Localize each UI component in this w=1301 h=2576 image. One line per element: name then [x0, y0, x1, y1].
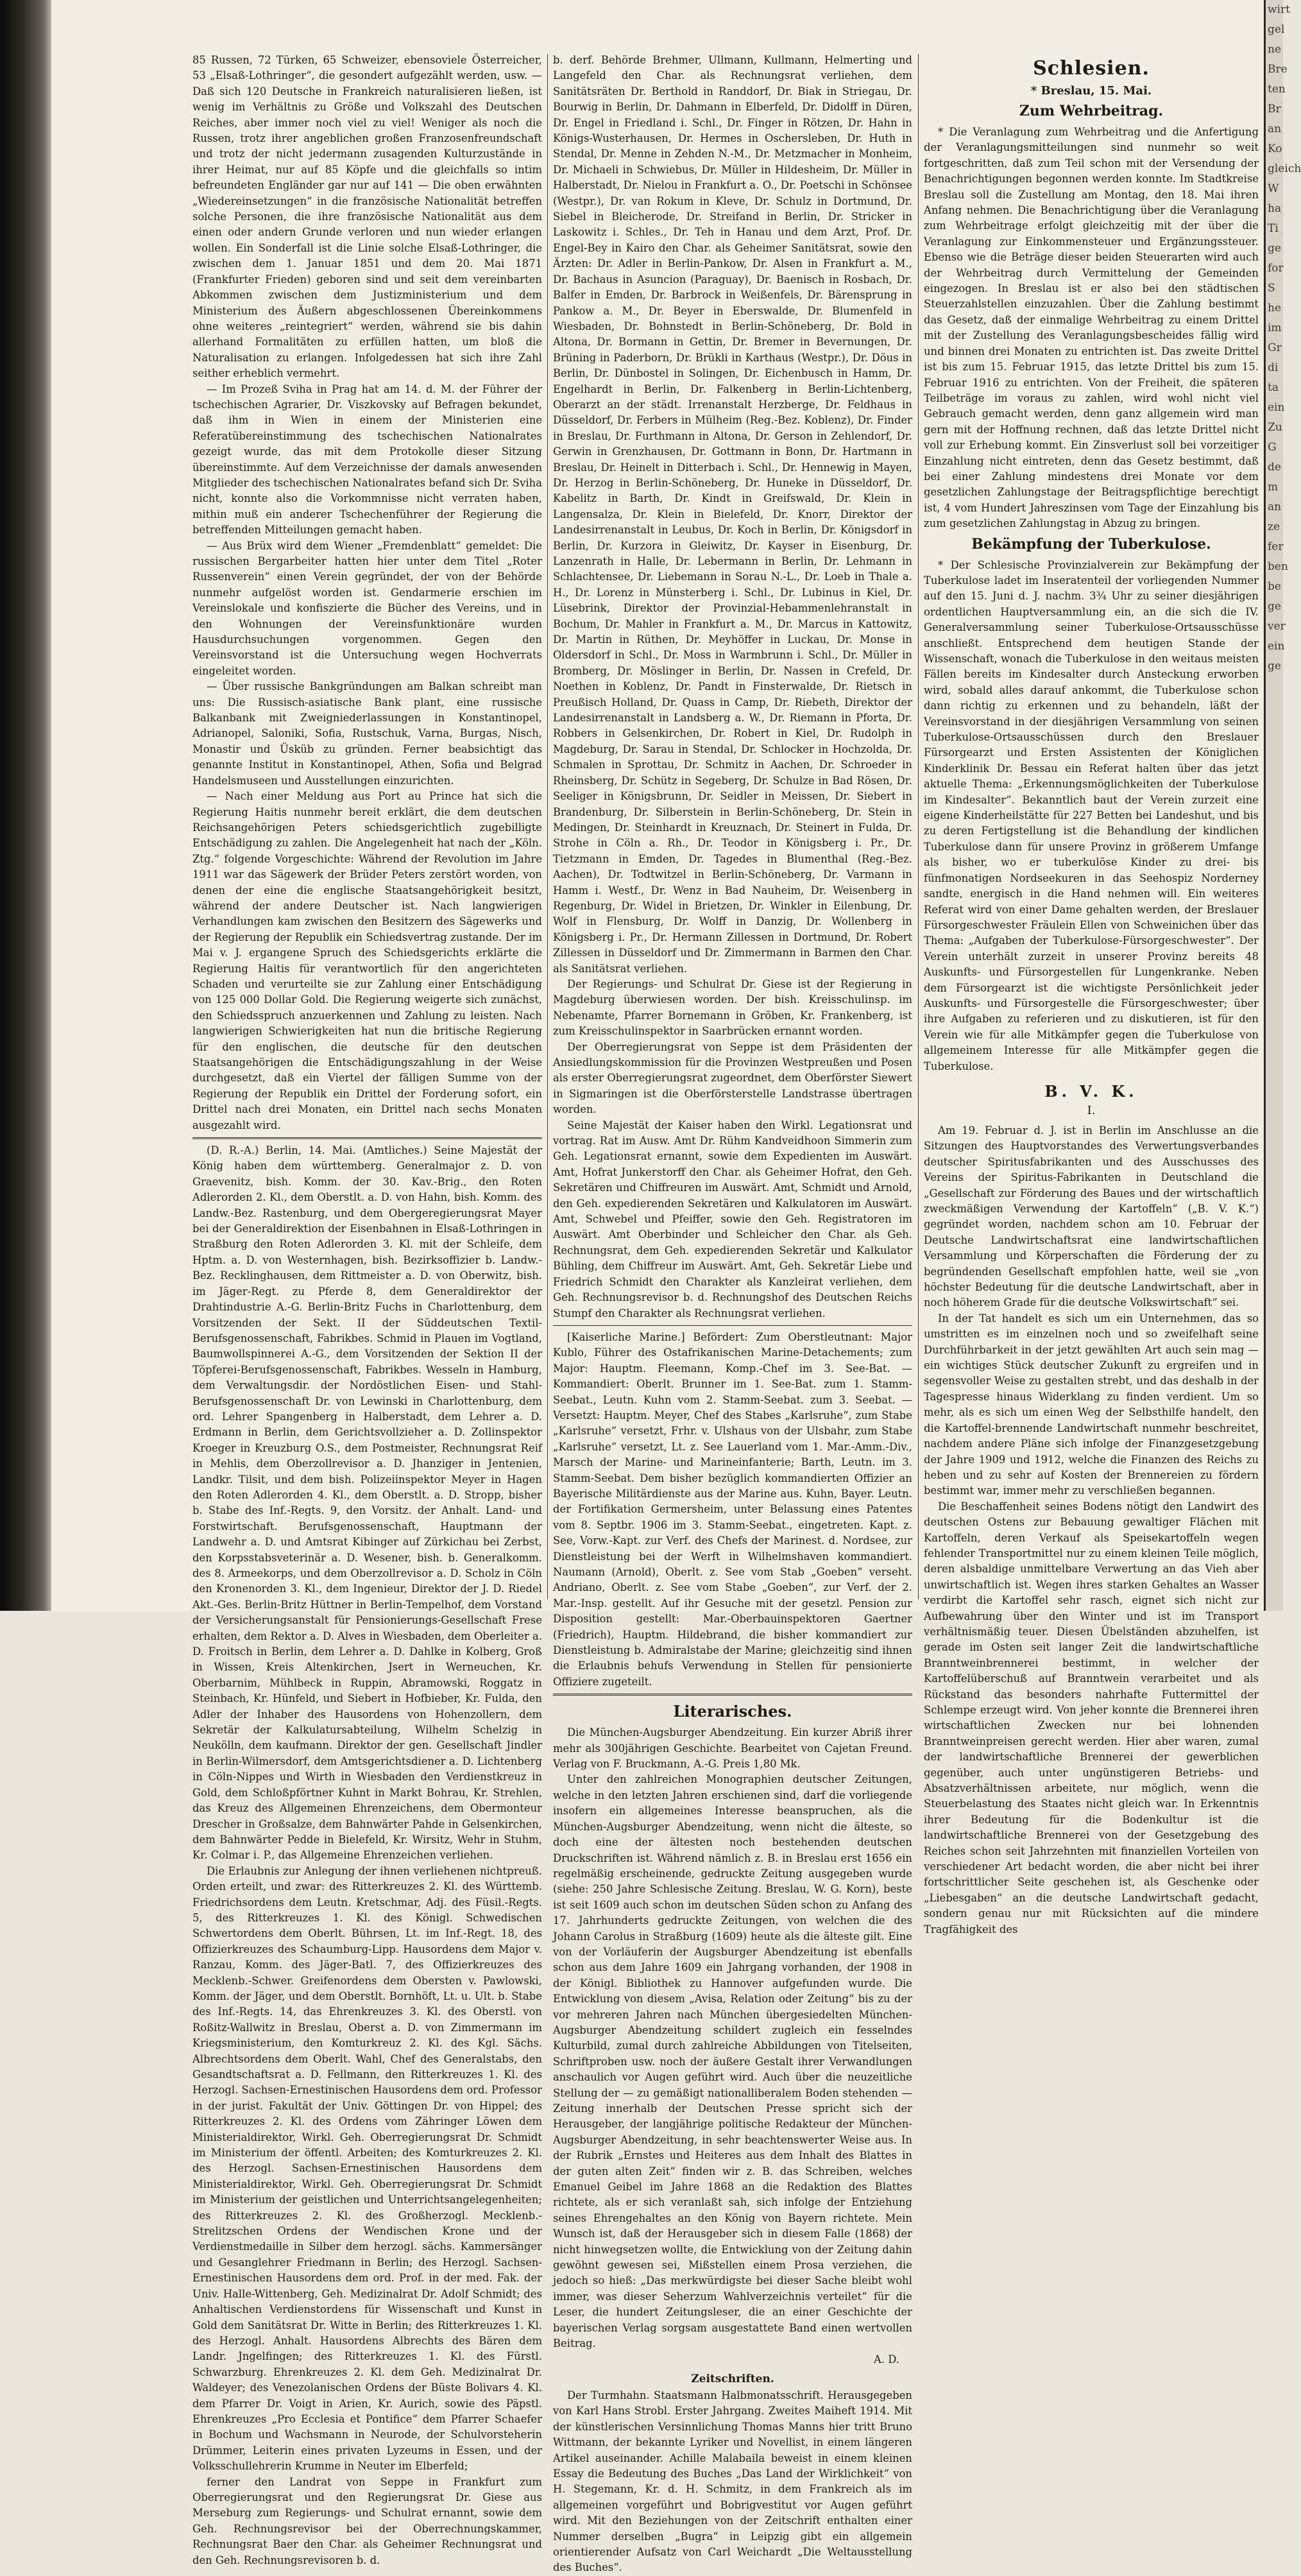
- margin-fragment: be: [1268, 580, 1281, 593]
- article-paragraph: — Im Prozeß Sviha in Prag hat am 14. d. M. der Führer der tschechischen Agrarier, Dr. Viszkovsky auf Befragen bekundet, daß ihm in Wien in einem der Ministerien eine Referatübereinstimmung des tschechischen Nationalrates gezeigt wurde, das mit dem Protokolle dieser Sitzung übereinstimmte. Auf dem Verzeichnisse der damals anwesenden Mitglieder des tschechischen Nationalrates befand sich Dr. Sviha nicht, konnte also die Vorkommnisse nicht verraten haben, mithin muß ein anderer Tschechenführer der Regierung die betreffenden Mitteilungen gemacht haben.: [192, 382, 542, 537]
- official-announcement: Die Erlaubnis zur Anlegung der ihnen verliehenen nichtpreuß. Orden erteilt, und zwar: des Ritterkreuzes 2. Kl. des Württemb. Friedrichsordens dem Leutn. Kretschmar, Adj. des Füsil.-Regts. 5, des Ritterkreuzes 1. Kl. des Königl. Schwedischen Schwertordens dem Oberlt. Bührsen, Lt. im Inf.-Regt. 18, des Offizierkreuzes des Schaumburg-Lipp. Hausordens dem Major v. Ranzau, Komm. des Jäger-Batl. 7, des Offizierkreuzes des Mecklenb.-Schwer. Greifenordens dem Obersten v. Pawlowski, Komm. der Jäger, und dem Oberstlt. Bornhöft, Lt. u. Ult. b. Stabe des Inf.-Regts. 14, das Ehrenkreuzes 3. Kl. des Oberstl. von Roßitz-Wallwitz in Breslau, Oberst a. D. von Zimmermann im Kriegsministerium, den Komturkreuz 2. Kl. des Kgl. Sächs. Albrechtsordens dem Oberlt. Wahl, Chef des Generalstabs, den Gesandtschaftsrat a. D. Fellmann, den Ritterkreuzes 1. Kl. des Herzogl. Sachsen-Ernestinischen Hausordens dem ord. Professor in der jurist. Fakultät der Univ. Göttingen Dr. von Hippel; des Ritterkreuzes 2. Kl. des Ordens vom Zähringer Löwen dem Ministerialdirektor, Wirkl. Geh. Oberregierungsrat Dr. Schmidt im Ministerium der öffentl. Arbeiten; des Komturkreuzes 2. Kl. des Herzogl. Sachsen-Ernestinischen Hausordens dem Ministerialdirektor, Wirkl. Geh. Oberregierungsrat Dr. Schmidt im Ministerium der geistlichen und Unterrichtsangelegenheiten; des Ritterkreuzes 2. Kl. des Großherzogl. Mecklenb.-Strelitzschen Ordens der Wendischen Krone und der Verdienstmedaille in Silber dem herzogl. sächs. Kammersänger und Gesanglehrer Friedmann in Berlin; des Herzogl. Sachsen-Ernestinischen Hausordens dem ord. Prof. in der med. Fak. der Univ. Halle-Wittenberg, Geh. Medizinalrat Dr. Adolf Schmidt; des Anhaltischen Verdienstordens für Wissenschaft und Kunst in Gold dem Sanitätsrat Dr. Witte in Berlin; des Ritterkreuzes 1. Kl. des Herzogl. Anhalt. Hausordens Albrechts des Bären dem Landr. Jngelfingen; des Ritterkreuzes 1. Kl. des Fürstl. Schwarzburg. Ehrenkreuzes 2. Kl. dem Geh. Medizinalrat Dr. Waldeyer; des Venezolanischen Ordens der Büste Bolivars 4. Kl. dem Pfarrer Dr. Voigt in Arien, Kr. Aurich, sowie des Päpstl. Ehrenkreuzes „Pro Ecclesia et Pontifice“ dem Pfarrer Schaefer in Bochum und Wachsmann in Neurode, der Schulvorsteherin Drümmer, Leiterin eines privaten Lyzeums in Essen, und der Volksschullehrerin Krumme in Neuter im Elberfeld;: [192, 1864, 542, 2473]
- margin-fragment: for: [1268, 262, 1284, 275]
- margin-fragment: Bre: [1268, 63, 1288, 76]
- margin-fragment: Br: [1268, 103, 1281, 116]
- margin-fragment: W: [1268, 182, 1279, 195]
- article-paragraph: Der Oberregierungsrat von Seppe ist dem Präsidenten der Ansiedlungskommission für die Provinzen Westpreußen und Posen als erster Oberregierungsrat zugeordnet, dem Oberförster Siewert in Sigmaringen ist die Oberförsterstelle Landstrasse übertragen worden.: [553, 1040, 912, 1116]
- column-3: [924, 53, 1259, 1936]
- periodicals-heading: Zeitschriften.: [691, 2372, 774, 2385]
- margin-fragment: gel: [1268, 23, 1285, 36]
- section-divider: [192, 1137, 542, 1139]
- margin-fragment: ein: [1268, 401, 1285, 414]
- margin-fragment: ge: [1268, 600, 1281, 613]
- column-rule: [547, 54, 548, 1599]
- margin-fragment: Ko: [1268, 142, 1282, 155]
- article-paragraph: * Der Schlesische Provinzialverein zur Bekämpfung der Tuberkulose ladet im Inseratenteil der vorliegenden Nummer auf den 15. Juni d. J. nachm. 3¾ Uhr zu seiner diesjährigen ordentlichen Hauptversammlung ein, an die sich die IV. Generalversammlung seiner Tuberkulose-Ortsausschüsse anschließt. Entsprechend dem heutigen Stande der Wissenschaft, wonach die Tuberkulose in den weitaus meisten Fällen bereits im Kindesalter durch Ansteckung erworben wird, sobald alles darauf ankommt, die Tuberkulose schon dann richtig zu erkennen und zu behandeln, läßt der Vereinsvorstand in der diesjährigen Versammlung von seinen Tuberkulose-Ortsausschüssen durch den Breslauer Fürsorgearzt und Ersten Assistenten der Königlichen Kinderklinik Dr. Bessau ein Referat halten über das jetzt aktuelle Thema: „Erkennungsmöglichkeiten der Tuberkulose im Kindesalter“. Bekanntlich baut der Verein zurzeit eine eigene Kinderheilstätte für 227 Betten bei Landeshut, und bis zu deren Fertigstellung ist die Behandlung der kindlichen Tuberkulose dann für unsere Provinz in größerem Umfange als bisher, wo er tuberkulöse Kinder zu drei- bis fünfmonatigen Nordseekuren in das Seehospiz Norderney sandte, energisch in die Hand nehmen will. Ein weiteres Referat wird von einer Dame gehalten werden, der Breslauer Fürsorgeschwester Fräulein Ellen von Schweinichen über das Thema: „Aufgaben der Tuberkulose-Fürsorgeschwester“. Der Verein unterhält zurzeit in unserer Provinz bereits 48 Auskunfts- und Fürsorgestellen für Lungenkranke. Neben dem Fürsorgearzt ist die wichtigste Persönlichkeit jeder Auskunfts- und Fürsorgestelle die Fürsorgeschwester; über ihre Aufgaben zu referieren und zu diskutieren, ist für den Verein wie für alle Mitkämpfer gegen die Tuberkulose von allgemeinem Interesse für alle Mitkämpfer gegen die Tuberkulose.: [924, 558, 1259, 1072]
- column-rule: [918, 54, 919, 1599]
- margin-fragment: Ti: [1268, 222, 1279, 235]
- author-signature: A. D.: [873, 2353, 899, 2366]
- part-number: I.: [1087, 1103, 1096, 1117]
- margin-fragment: di: [1268, 361, 1279, 374]
- book-review-title: Die München-Augsburger Abendzeitung. Ein kurzer Abriß ihrer mehr als 300jährigen Geschichte. Bearbeitet von Cajetan Freund. Verlag von F. Bruckmann, A.-G. Preis 1,80 Mk.: [553, 1726, 912, 1771]
- margin-fragment: ver: [1268, 620, 1286, 633]
- section-title: Schlesien.: [1033, 57, 1150, 80]
- margin-fragment: gleich: [1268, 162, 1301, 175]
- article-paragraph: — Über russische Bankgründungen am Balkan schreibt man uns: Die Russisch-asiatische Bank plant, eine russische Balkanbank mit Zweigniederlassungen in Konstantinopel, Adrianopel, Saloniki, Sofia, Rustschuk, Varna, Burgas, Nisch, Monastir und Üsküb zu gründen. Ferner beabsichtigt das genannte Institut in Konstantinopel, Athen, Sofia und Belgrad Handelsmuseen und Ausstellungen einzurichten.: [192, 680, 542, 787]
- margin-fragment: fer: [1268, 540, 1284, 553]
- article-paragraph: Am 19. Februar d. J. ist in Berlin im Anschlusse an die Sitzungen des Hauptvorstandes des Verwertungsverbandes deutscher Spiritusfabrikanten und des Ausschusses des Vereins der Spiritus-Fabrikanten in Deutschland die „Gesellschaft zur Förderung des Baues und der wirtschaftlich zweckmäßigen Verwendung der Kartoffeln“ („B. V. K.“) gegründet worden, nachdem schon am 10. Februar der Deutsche Landwirtschaftsrat eine landwirtschaftlichen Versammlung und Körperschaften die Förderung der zu begründenden Gesellschaft empfohlen hatte, weil sie „von höchster Bedeutung für die deutsche Landwirtschaft, aber in noch höherem Grade für die deutsche Volkswirtschaft“ sei.: [924, 1124, 1259, 1309]
- margin-fragment: an: [1268, 501, 1282, 513]
- official-announcement: ferner den Landrat von Seppe in Frankfurt zum Oberregierungsrat und den Regierungsrat Dr. Giese aus Merseburg zum Regierungs- und Schulrat ernannt, sowie dem Geh. Rechnungsrevisor bei der Oberrechnungskammer, Rechnungsrat Baer den Char. als Geheimer Rechnungsrat und den Geh. Rechnungsrevisoren b. d.: [192, 2475, 542, 2566]
- margin-fragment: m: [1268, 481, 1279, 494]
- margin-fragment: ha: [1268, 202, 1282, 215]
- section-divider: [553, 1325, 912, 1326]
- article-paragraph: Der Regierungs- und Schulrat Dr. Giese ist der Regierung in Magdeburg überwiesen worden. Der bish. Kreisschulinsp. im Nebenamte, Pfarrer Bornemann in Gröben, Kr. Frankenberg, ist zum Kreisschulinspektor in Saarbrücken ernannt worden.: [553, 977, 912, 1038]
- margin-fragment: de: [1268, 461, 1281, 474]
- column-2: [553, 53, 912, 2574]
- margin-fragment: im: [1268, 322, 1282, 334]
- official-announcement: (D. R.-A.) Berlin, 14. Mai. (Amtliches.) Seine Majestät der König haben dem württemberg. Generalmajor z. D. von Graevenitz, bish. Komm. der 30. Kav.-Brig., den Roten Adlerorden 2. Kl., dem Oberstlt. a. D. von Hahn, bish. Komm. des Landw.-Bez. Rastenburg, und dem Obergeregierungsrat Mayer bei der Generaldirektion der Eisenbahnen in Elsaß-Lothringen in Straßburg den Roten Adlerorden 3. Kl. mit der Schleife, dem Hptm. a. D. von Westernhagen, bish. Bezirksoffizier b. Landw.-Bez. Recklinghausen, dem Rittmeister a. D. von Oberwitz, bish. im Jäger-Regt. zu Pferde 8, dem Generaldirektor der Drahtindustrie A.-G. Berlin-Britz Fuchs in Charlottenburg, dem Vorsitzenden der Sekt. II der Süddeutschen Textil-Berufsgenossenschaft, Fabrikbes. Schmid in Plauen im Vogtland, Baumwollspinnerei A.-G., dem Vorsitzenden der Sektion II der Töpferei-Berufsgenossenschaft, Fabrikbes. Wesseln in Hamburg, dem Verwaltungsdir. der Nordöstlichen Eisen- und Stahl-Berufsgenossenschaft Dr. von Lewinski in Charlottenburg, dem ord. Lehrer Spangenberg in Halberstadt, dem Lehrer a. D. Erdmann in Berlin, dem Gerichtsvollzieher a. D. Zollinspektor Kroeger in Kreuzburg O.S., dem Postmeister, Rechnungsrat Reif in Mehlis, dem Oberzollrevisor a. D. Jhanziger in Jentenien, Landkr. Tilsit, und dem bish. Polizeiinspektor Meyer in Hagen den Roten Adlerorden 4. Kl., dem Oberstlt. a. D. Stropp, bisher b. Stabe des Inf.-Regts. 9, den Vorsitz. der Anhalt. Land- und Forstwirtschaft. Berufsgenossenschaft, Hauptmann der Landwehr a. D. und Amtsrat Kibinger auf Zürkichau bei Zerbst, den Korpsstabsveterinär a. D. Wesener, bish. b. Generalkomm. des 8. Armeekorps, und dem Oberzollrevisor a. D. Scholz in Cöln den Kronenorden 3. Kl., dem Ingenieur, Direktor der J. D. Riedel Akt.-Ges. Berlin-Britz Hüttner in Berlin-Tempelhof, dem Vorstand der Versicherungsanstalt für Pensionierungs-Gesellschaft Frese erhalten, dem Rektor a. D. Alves in Wiesbaden, dem Oberleiter a. D. Froitsch in Berlin, dem Lehrer a. D. Dahlke in Kolberg, Groß in Wissen, Kreis Altenkirchen, Jsert in Werneuchen, Kr. Oberbarnim, Mühlbeck in Ruppin, Abramowski, Roggatz in Steinbach, Kr. Hünfeld, und Siebert in Hofbieber, Kr. Fulda, den Adler der Inhaber des Hausordens von Hohenzollern, dem Sekretär der Kalkulatursabteilung, Wilhelm Schelzig in Neukölln, dem kaufmann. Direktor der gen. Gesellschaft Jindler in Berlin-Wilmersdorf, dem Amtsgerichtsdiener a. D. Lichtenberg in Cöln-Nippes und Wirth in Wiesbaden den Verdienstkreuz in Gold, dem Schloßpförtner Kuhnt in Markt Bohrau, Kr. Strehlen, das Kreuz des Allgemeinen Ehrenzeichens, dem Obermonteur Drescher in Großsalze, dem Bahnwärter Pahde in Gelsenkirchen, dem Bahnwärter Pedde in Bielefeld, Kr. Wirsitz, Wehr in Stuhm, Kr. Colmar i. P., das Allgemeine Ehrenzeichen verliehen.: [192, 1144, 542, 1862]
- margin-fragment: ein: [1268, 640, 1285, 653]
- article-paragraph: Unter den zahlreichen Monographien deutscher Zeitungen, welche in den letzten Jahren erschienen sind, darf die vorliegende insofern ein allgemeines Interesse beanspruchen, als die München-Augsburger Abendzeitung, wenn nicht die älteste, so doch eine der ältesten noch bestehenden deutschen Druckschriften ist. Während nämlich z. B. in Breslau erst 1656 ein regelmäßig erscheinende, gedruckte Zeitung ausgegeben wurde (siehe: 250 Jahre Schlesische Zeitung. Breslau, W. G. Korn), beste ist seit 1609 auch schon im deutschen Süden schon zu Anfang des 17. Jahrhunderts gedruckte Zeitungen, von welchen die des Johann Carolus in Straßburg (1609) heute als die älteste gilt. Eine von der Vorläuferin der Augsburger Abendzeitung ist ebenfalls schon aus dem Jahre 1609 ein Jahrgang vorhanden, der 1908 in der Königl. Bibliothek zu Hannover aufgefunden wurde. Die Entwicklung von diesem „Avisa, Relation oder Zeitung“ bis zu der vor mehreren Jahren nach München übergesiedelten München-Augsburger Abendzeitung schildert zugleich ein fesselndes Kulturbild, zumal durch zahlreiche Abbildungen von Titelseiten, Schriftproben usw. noch der äußere Gestalt ihrer Verwandlungen anschaulich vor Augen geführt wird. Auch über die neuzeitliche Stellung der — zu gemäßigt nationalliberalem Boden stehenden — Zeitung innerhalb der Deutschen Presse spricht sich der Herausgeber, der langjährige politische Redakteur der München-Augsburger Abendzeitung, in sehr beachtenswerter Weise aus. In der Rubrik „Ernstes und Heiteres aus dem Inhalt des Blattes in der guten alten Zeit“ finden wir z. B. das Schreiben, welches Emanuel Geibel im Jahre 1868 an die Redaktion des Blattes richtete, als er sich veranlaßt sah, sich infolge der Entziehung seines Ehrengehaltes an den König von Bayern richtete. Mein Wunsch ist, daß der Herausgeber sich in diesem Falle (1868) der nicht hinwegsetzen wollte, die Entwicklung von der Zeitung dahin gewöhnt gewesen sei, Mißstellen einem Prosa verziehen, die jedoch so hieß: „Das merkwürdigste bei dieser Sache bleibt wohl immer, was dieser Seherzum Wahlverzeichnis verteilet“ für die Leser, die hundert Zeitungsleser, die an einer Geschichte der bayerischen Verlag sorgsam ausgestattete Band einen wertvollen Beitrag.: [553, 1773, 912, 2350]
- article-paragraph: In der Tat handelt es sich um ein Unternehmen, das so umstritten es im einzelnen noch und so zweifelhaft seine Durchführbarkeit in der jetzt gewählten Art auch sein mag — ein wichtiges Stück deutscher Zukunft zu ergreifen und in segensvoller Weise zu gestalten strebt, und das deshalb in der Tagespresse hinaus Widerklang zu finden verdient. Um so mehr, als es sich um einen Weg der Selbsthilfe handelt, den die Kartoffel-brennende Landwirtschaft nunmehr beschreitet, nachdem andere Pläne sich infolge der Finanzgesetzgebung der Jahre 1909 und 1912, welche die Finanzen des Reichs zu heben und zu sehr auf Kosten der Brennereien zu fördern bestimmt war, immer mehr zu verschließen begannen.: [924, 1312, 1259, 1497]
- margin-fragment: ne: [1268, 43, 1282, 56]
- article-paragraph: — Aus Brüx wird dem Wiener „Fremdenblatt“ gemeldet: Die russischen Bergarbeiter hatten hier unter dem Titel „Roter Russenverein“ einen Verein gegründet, der von der Behörde nunmehr aufgelöst worden ist. Gendarmerie erschien im Vereinslokale und konfiszierte die Bücher des Vereins, und in den Wohnungen der Vereinsfunktionäre wurden Hausdurchsuchungen vorgenommen. Gegen den Vereinsvorstand ist die Untersuchung wegen Hochverrats eingeleitet worden.: [192, 539, 542, 677]
- article-heading: Bekämpfung der Tuberkulose.: [971, 535, 1211, 553]
- margin-fragment: Gr: [1268, 341, 1282, 354]
- margin-fragment: Zu: [1268, 421, 1282, 434]
- honors-list: b. derf. Behörde Brehmer, Ullmann, Kullmann, Helmerting und Langefeld den Char. als Rechnungsrat verliehen, dem Sanitätsräten Dr. Berthold in Randdorf, Dr. Biak in Striegau, Dr. Bourwig in Berlin, Dr. Dahmann in Elberfeld, Dr. Didolff in Düren, Dr. Engel in Friedland i. Schl., Dr. Finger in Rötzen, Dr. Hahn in Königs-Wusterhausen, Dr. Hermes in Oschersleben, Dr. Huth in Stendal, Dr. Menne in Zehden N.-M., Dr. Metzmacher in Monheim, Dr. Michaeli in Schwiebus, Dr. Müller in Hildesheim, Dr. Müller in Halberstadt, Dr. Nielou in Frankfurt a. O., Dr. Poetschi in Schönsee (Westpr.), Dr. van Rokum in Kleve, Dr. Schulz in Dortmund, Dr. Siebel in Bleicherode, Dr. Streifand in Berlin, Dr. Stricker in Laskowitz i. Schles., Dr. Teh in Hanau und dem Arzt, Prof. Dr. Engel-Bey in Kairo den Char. als Geheimer Sanitätsrat, sowie den Ärzten: Dr. Adler in Berlin-Pankow, Dr. Alsen in Frankfurt a. M., Dr. Bachaus in Asuncion (Paraguay), Dr. Baenisch in Rosbach, Dr. Balfer in Emden, Dr. Barbrock in Weißenfels, Dr. Bärensprung in Pankow a. M., Dr. Beyer in Eberswalde, Dr. Blumenfeld in Wiesbaden, Dr. Bohnstedt in Berlin-Schöneberg, Dr. Bold in Altona, Dr. Bormann in Gettin, Dr. Bremer in Bevernungen, Dr. Brüning in Paderborn, Dr. Brükli in Karthaus (Westpr.), Dr. Döus in Berlin, Dr. Dünbostel in Solingen, Dr. Eichenbusch in Hamm, Dr. Engelhardt in Berlin, Dr. Falkenberg in Berlin-Lichtenberg, Oberarzt an der städt. Irrenanstalt Herzberge, Dr. Feldhaus in Düsseldorf, Dr. Ferbers in Mülheim (Reg.-Bez. Koblenz), Dr. Finder in Breslau, Dr. Furthmann in Altona, Dr. Gerson in Zehlendorf, Dr. Gerwin in Grenzhausen, Dr. Gottmann in Bonn, Dr. Hartmann in Breslau, Dr. Heinelt in Ditterbach i. Schl., Dr. Hennewig in Mayen, Dr. Herzog in Berlin-Schöneberg, Dr. Huneke in Düsseldorf, Dr. Kabelitz in Barth, Dr. Kindt in Greifswald, Dr. Klein in Langensalza, Dr. Klein in Bielefeld, Dr. Knorr, Direktor der Landesirrenanstalt in Leubus, Dr. Koch in Berlin, Dr. Königsdorf in Berlin, Dr. Kurzora in Gleiwitz, Dr. Kayser in Eisenburg, Dr. Lanzenrath in Halle, Dr. Lebermann in Berlin, Dr. Lehmann in Schlachtensee, Dr. Liebemann in Sorau N.-L., Dr. Loeb in Thale a. H., Dr. Lorenz in Münsterberg i. Schl., Dr. Lubinus in Kiel, Dr. Lüsebrink, Direktor der Provinzial-Hebammenlehranstalt in Bochum, Dr. Mahler in Frankfurt a. M., Dr. Marcus in Kattowitz, Dr. Martin in Rüthen, Dr. Meyhöffer in Luckau, Dr. Monse in Oldersdorf in Schl., Dr. Moss in Warmbrunn i. Schl., Dr. Müller in Bromberg, Dr. Möslinger in Berlin, Dr. Nassen in Crefeld, Dr. Noethen in Koblenz, Dr. Pandt in Finsterwalde, Dr. Rietsch in Preußisch Holland, Dr. Quass in Camp, Dr. Riebeth, Direktor der Landesirrenanstalt in Landsberg a. W., Dr. Riemann in Pforta, Dr. Robbers in Gelsenkirchen, Dr. Robert in Kiel, Dr. Rudolph in Magdeburg, Dr. Sarau in Stendal, Dr. Schlocker in Hochzolda, Dr. Schmalen in Sprottau, Dr. Schmitz in Aachen, Dr. Schroeder in Rheinsberg, Dr. Schütz in Segeberg, Dr. Schulze in Bad Rösen, Dr. Seeliger in Königsbrunn, Dr. Seidler in Meissen, Dr. Siebert in Brandenburg, Dr. Silberstein in Berlin-Schöneberg, Dr. Stein in Medingen, Dr. Steinhardt in Kreuznach, Dr. Steinert in Fulda, Dr. Strohe in Cöln a. Rh., Dr. Teodor in Königsberg i. Pr., Dr. Tietzmann in Emden, Dr. Tagedes in Blumenthal (Reg.-Bez. Aachen), Dr. Todtwitzel in Berlin-Schöneberg, Dr. Varmann in Hamm i. Westf., Dr. Wenz in Bad Nauheim, Dr. Weisenberg in Regenburg, Dr. Widel in Brietzen, Dr. Winkler in Eilenbung, Dr. Wolf in Flensburg, Dr. Wolff in Danzig, Dr. Wollenberg in Königsberg i. Pr., Dr. Hermann Zillessen in Dortmund, Dr. Robert Zillessen in Düsseldorf und Dr. Zimmermann in Barmen den Char. als Sanitätsrat verliehen.: [553, 54, 912, 975]
- margin-fragment: he: [1268, 302, 1282, 314]
- margin-fragment: S: [1268, 282, 1275, 295]
- margin-fragment: an: [1268, 123, 1282, 135]
- dateline: * Breslau, 15. Mai.: [1030, 84, 1152, 98]
- margin-fragment: ten: [1268, 83, 1286, 96]
- column-1: [192, 53, 542, 2566]
- literature-heading: Literarisches.: [673, 1702, 792, 1721]
- margin-fragment: ta: [1268, 381, 1279, 394]
- article-paragraph: Seine Majestät der Kaiser haben den Wirkl. Legationsrat und vortrag. Rat im Ausw. Amt Dr. Rühm Kandveidhoon Simmerin zum Geh. Legationsrat ernannt, sowie dem Expedienten im Auswärt. Amt, Hofrat Junkerstorff den Char. als Geheimer Hofrat, den Geh. Sekretären und Chiffreuren im Auswärt. Amt, Schmidt und Arnold, den Geh. expedierenden Sekretären und Kalkulatoren im Auswärt. Amt, Schwebel und Pfeiffer, sowie den Geh. Registratoren im Auswärt. Amt Oberbinder und Schleicher den Char. als Geh. Rechnungsrat, dem Geh. expedierenden Sekretär und Kalkulator Bühling, dem Chiffreur im Auswärt. Amt, Geh. Sekretär Liebe und Friedrich Schmidt den Charakter als Kanzleirat verliehen, dem Geh. Rechnungsrevisor b. d. Rechnungshof des Deutschen Reichs Stumpf den Charakter als Rechnungsrat verliehen.: [553, 1119, 912, 1319]
- margin-fragment: G: [1268, 441, 1277, 454]
- next-page-edge: [1264, 0, 1301, 1611]
- article-paragraph: Der Turmhahn. Staatsmann Halbmonatsschrift. Herausgegeben von Karl Hans Strobl. Erster Jahrgang. Zweites Maiheft 1914. Mit der künstlerischen Versinnlichung Thomas Manns hier tritt Bruno Wittmann, der bekannte Lyriker und Novellist, in einem längeren Artikel auseinander. Achille Malabaila beweist in einem kleinen Essay die Bedeutung des Buches „Das Land der Wirklichkeit“ von H. Stegemann, Kr. d. H. Schmitz, in dem Frankreich als im allgemeinen vorgeführt und Bobrigvestitut vor Augen geführt wird. Mit den Beziehungen von der Zeitschrift enthalten einer Nummer derselben „Bugra“ in Leipzig gibt ein allgemein orientierender Aufsatz von Carl Weichardt „Die Weltausstellung des Buches“.: [553, 2389, 912, 2574]
- article-paragraph: * Die Veranlagung zum Wehrbeitrag und die Anfertigung der Veranlagungsmitteilungen sind nunmehr so weit fortgeschritten, daß zum Teil schon mit der Versendung der Benachrichtigungen begonnen werden konnte. Im Stadtkreise Breslau soll die Zustellung am Montag, den 18. Mai ihren Anfang nehmen. Die Benachrichtigung über die Veranlagung zum Wehrbeitrage erfolgt gleichzeitig mit der über die Veranlagung zur Einkommensteuer und Ergänzungssteuer. Ebenso wie die Beträge dieser beiden Steuerarten wird auch der Wehrbeitrag durch Vermittelung der Gemeinden eingezogen. In Breslau ist er also bei den städtischen Steuerzahlstellen einzuzahlen. Über die Zahlung bestimmt das Gesetz, daß der einmalige Wehrbeitrag zu einem Drittel mit der Zustellung des Veranlagungsbescheides fällig wird und binnen drei Monaten zu entrichten ist. Das zweite Drittel ist bis zum 15. Februar 1915, das letzte Drittel bis zum 15. Februar 1916 zu entrichten. Von der Freiheit, die späteren Teilbeträge im voraus zu zahlen, wird wohl nicht viel Gebrauch gemacht werden, denn ganz allgemein wird man gern mit der Hoffnung rechnen, daß das letzte Drittel nicht voll zur Erhebung kommt. Ein Zinsverlust soll bei vorzeitiger Einzahlung nicht eintreten, denn das Gesetz bestimmt, daß bei einer Zahlung mindestens drei Monate vor dem gesetzlichen Zahlungstage der Beitragspflichtige berechtigt ist, 4 vom Hundert Jahreszinsen vom Tage der Einzahlung bis zum gesetzlichen Zahlungstag in Abzug zu bringen.: [924, 126, 1259, 530]
- margin-fragment: wirt: [1268, 3, 1290, 16]
- article-heading: B. V. K.: [1044, 1081, 1138, 1101]
- navy-announcement: [Kaiserliche Marine.] Befördert: Zum Oberstleutnant: Major Kublo, Führer des Ostafrikanischen Marine-Detachements; zum Major: Hauptm. Fleemann, Komp.-Chef im 3. See-Bat. — Kommandiert: Oberlt. Brunner im 1. See-Bat. zum 1. Stamm-Seebat., Leutn. Kuhn vom 2. Stamm-Seebat. zum 3. Seebat. — Versetzt: Hauptm. Meyer, Chef des Stabes „Karlsruhe“, zum Stabe „Karlsruhe“ versetzt, Frhr. v. Ulshaus von der Ulsbahr, zum Stabe „Karlsruhe“ versetzt, Lt. z. See Lauerland vom 1. Mar.-Amm.-Div., Marsch der Marine- und Marineinfanterie; Barth, Leutn. im 3. Stamm-Seebat. Dem bisher bezüglich kommandierten Offizier an Bayerische Militärdienste aus der Marine aus. Kuhn, Bayer. Leutn. der Fortifikation Germersheim, unter Belassung eines Patentes vom 8. Septbr. 1906 im 3. Stamm-Seebat., eingetreten. Kapt. z. See, Vorw.-Kapt. zur Verf. des Chefs der Marinest. d. Nordsee, zur Dienstleistung bei der Werft in Wilhelmshaven kommandiert. Naumann (Arnold), Oberlt. z. See vom Stab „Goeben“ verseht. Andriano, Oberlt. z. See vom Stabe „Goeben“, zur Verf. der 2. Mar.-Insp. gestellt. Auf ihr Gesuche mit der gesetzl. Pension zur Disposition gestellt: Mar.-Oberbauinspektoren Gaertner (Friedrich), Hauptm. Hildebrand, die bisher kommandiert zur Dienstleistung b. Admiralstabe der Marine; gleichzeitig sind ihnen die Erlaubnis behufs Verwendung in Stellen für pensionierte Offiziere zugeteilt.: [553, 1330, 912, 1688]
- article-paragraph: — Nach einer Meldung aus Port au Prince hat sich die Regierung Haitis nunmehr bereit erklärt, die dem deutschen Reichsangehörigen Peters schiedsgerichtlich zugebilligte Entschädigung zu zahlen. Die Angelegenheit hat nach der „Köln. Ztg.“ folgende Vorgeschichte: Während der Revolution im Jahre 1911 war das Sägewerk der Brüder Peters zerstört worden, von denen der eine die englische Staatsangehörigkeit besitzt, während der andere Deutscher ist. Nach langwierigen Verhandlungen kam zwischen den Besitzern des Sägewerks und der Regierung der Republik ein Schiedsvertrag zustande. Der im Mai v. J. ergangene Spruch des Schiedsgerichts erklärte die Regierung Haitis für verantwortlich für den angerichteten Schaden und verurteilte sie zur Zahlung einer Entschädigung von 125 000 Dollar Gold. Die Regierung weigerte sich zunächst, den Schiedsspruch anzuerkennen und Zahlung zu leisten. Nach langwierigen Schwierigkeiten hat nun die britische Regierung für den englischen, die deutsche für den deutschen Staatsangehörigen die Entschädigungszahlung in der Weise durchgesetzt, daß ein Viertel der fälligen Summe von der Regierung der Republik ein Drittel der Forderung sofort, ein Drittel nach drei Monaten, ein Drittel nach sechs Monaten ausgezahlt wird.: [192, 790, 542, 1131]
- section-divider: [553, 1694, 912, 1696]
- margin-fragment: ze: [1268, 520, 1280, 533]
- article-heading: Zum Wehrbeitrag.: [1019, 103, 1164, 119]
- margin-fragment: ge: [1268, 242, 1281, 255]
- margin-fragment: ge: [1268, 660, 1281, 673]
- article-paragraph: 85 Russen, 72 Türken, 65 Schweizer, ebensoviele Österreicher, 53 „Elsaß-Lothringer“, die gesondert aufgezählt werden, usw. — Daß sich 120 Deutsche in Frankreich naturalisieren ließen, ist wenig im Verhältnis zu Größe und Volkszahl des Deutschen Reiches, aber immer noch viel zu viel! Weniger als noch die Russen, trotz ihrer angeblichen großen Franzosenfreundschaft und trotz der nicht jedermann zusagenden Kulturzustände in ihrer Heimat, nur auf 85 Köpfe und die gleichfalls so intim befreundeten Engländer gar nur auf 141 — Die oben erwähnten „Wiedereinsetzungen“ in die französische Nationalität betreffen solche Personen, die ihre französische Nationalität aus dem einen oder andern Grunde verloren und nun wieder erlangen wollen. Ein Sonderfall ist die Linie solche Elsaß-Lothringer, die zwischen dem 1. Januar 1851 und dem 20. Mai 1871 (Frankfurter Frieden) geboren sind und seit dem vereinbarten Abkommen zwischen dem Justizministerium und dem Ministerium des Äußern abgeschlossenen Übereinkommens ohne weiteres „reintegriert“ werden, während sie bis dahin allerhand Formalitäten zu erfüllen hatten, um bloß die Naturalisation zu erlangen. Infolgedessen hat sich ihre Zahl seither erheblich vermehrt.: [192, 54, 542, 380]
- article-paragraph: Die Beschaffenheit seines Bodens nötigt den Landwirt des deutschen Ostens zur Bebauung gewaltiger Flächen mit Kartoffeln, deren Verkauf als Speisekartoffeln wegen fehlender Transportmittel nur zu einem kleinen Teile möglich, deren alsbaldige unmittelbare Verwertung an das Vieh aber unwirtschaftlich ist. Wegen ihres starken Gehaltes an Wasser verdirbt die Kartoffel sehr rasch, eignet sich nicht zur Aufbewahrung über den Winter und ist im Transport verhältnismäßig teuer. Diesen Übelständen abzuhelfen, ist gerade im Osten seit langer Zeit die landwirtschaftliche Branntweinbrennerei bestimmt, in welcher der Kartoffelüberschuß auf Branntwein verarbeitet und als Rückstand das besonders nahrhafte Futtermittel der Schlempe erzeugt wird. Von jeher konnte die Brennerei ihren wirtschaftlichen Zwecken nur bei lohnenden Branntweinpreisen gerecht werden. Hier aber waren, zumal der landwirtschaftliche Brennerei der gewerblichen gegenüber, auch unter ungünstigeren Betriebs- und Absatzverhältnissen arbeitete, nur möglich, wenn die Steuerbelastung des Staates nicht gleich war. In Erkenntnis ihrer Bedeutung für die Bodenkultur ist die landwirtschaftliche Brennerei von der Gesetzgebung des Reiches schon seit Jahrzehnten mit finanziellen Vorteilen von verschiedener Art bedacht worden, die aber nicht bei ihrer fortschrittlicher Seite geschehen ist, als Geschenke oder „Liebesgaben“ an die deutsche Landwirtschaft gedacht, sondern genau nur mit Rücksichten auf die mindere Tragfähigkeit des: [924, 1500, 1259, 1936]
- book-binding: [0, 0, 51, 1611]
- margin-fragment: ben: [1268, 560, 1288, 573]
